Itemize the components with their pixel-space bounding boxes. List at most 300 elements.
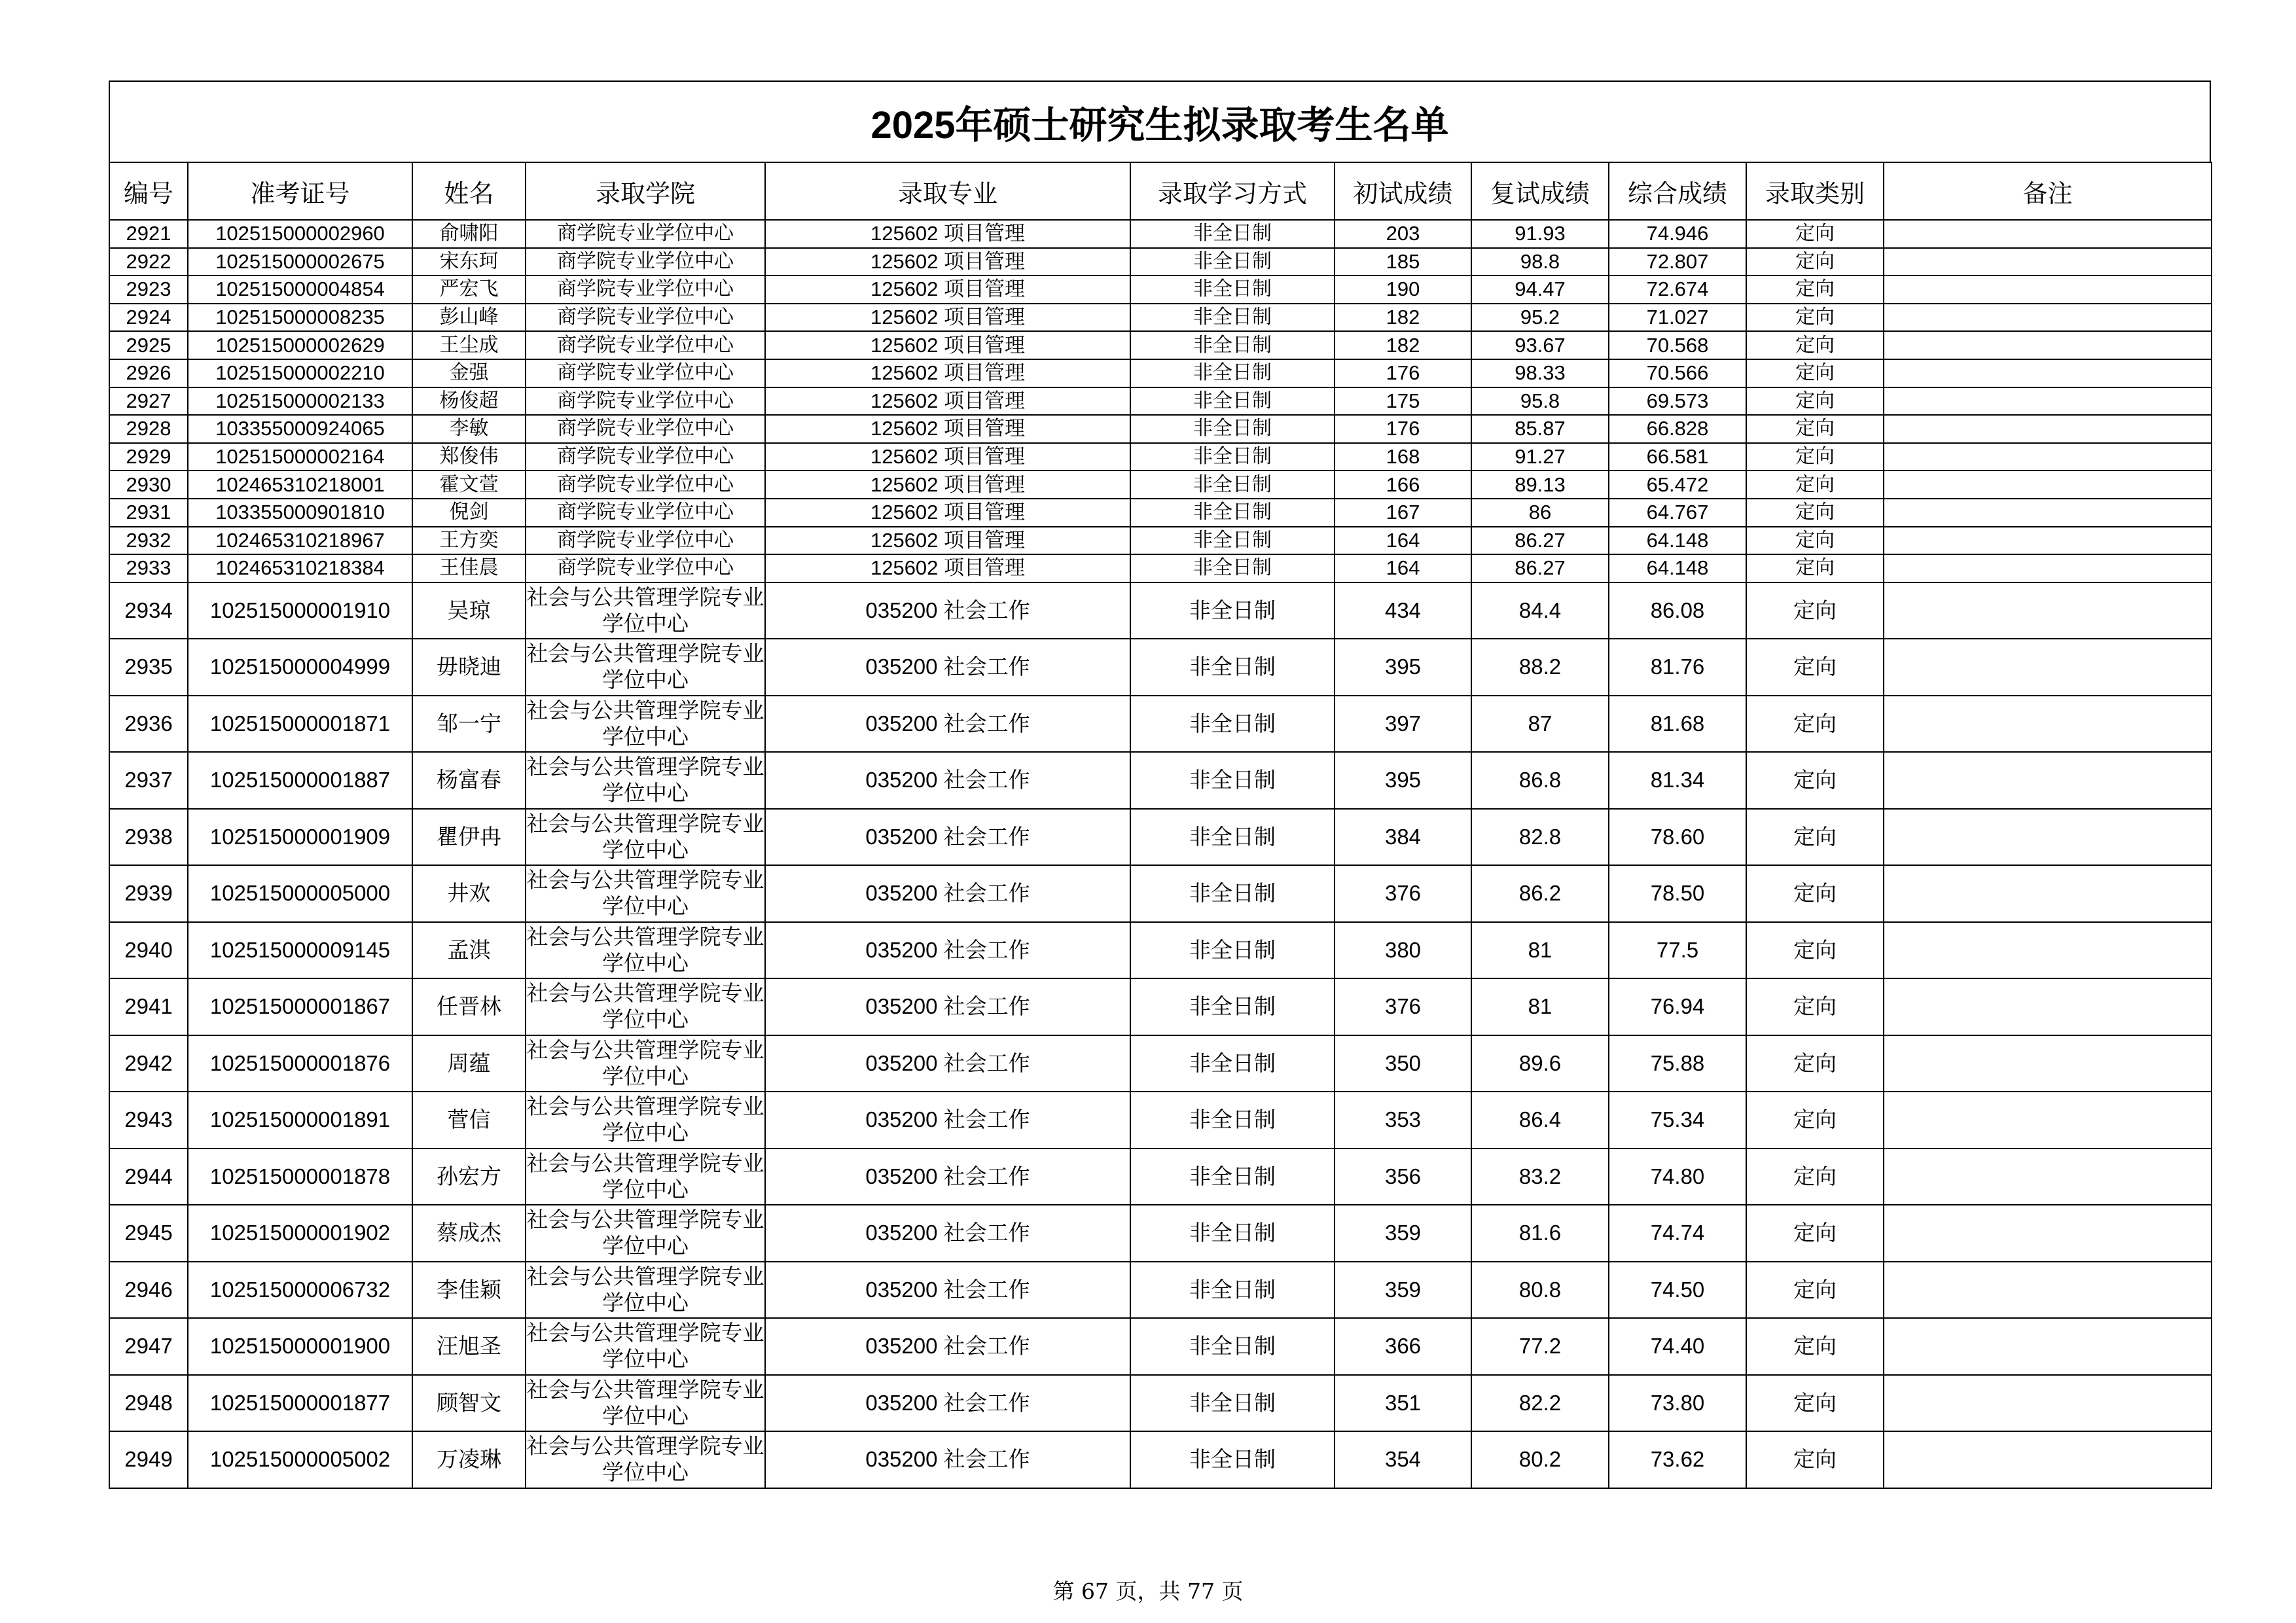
admission-table [109,162,2212,1489]
cell-name: 邹一宁 [412,696,526,753]
cell-category: 定向 [1746,752,1884,809]
cell-exam-no: 102515000002960 [188,220,412,248]
cell-study-mode: 非全日制 [1130,220,1335,248]
cell-retest-score: 86.8 [1471,752,1609,809]
header-exam-no: 准考证号 [188,162,412,220]
cell-total-score: 81.34 [1609,752,1746,809]
cell-name: 李敏 [412,415,526,443]
cell-initial-score: 376 [1335,865,1471,922]
cell-study-mode: 非全日制 [1130,527,1335,555]
cell-college: 社会与公共管理学院专业学位中心 [526,1035,765,1092]
table-row [109,582,2212,639]
cell-study-mode: 非全日制 [1130,387,1335,416]
cell-retest-score: 82.2 [1471,1375,1609,1432]
cell-initial-score: 166 [1335,471,1471,499]
table-row [109,248,2212,276]
cell-initial-score: 366 [1335,1318,1471,1375]
cell-total-score: 70.568 [1609,331,1746,359]
cell-college: 商学院专业学位中心 [526,527,765,555]
cell-exam-no: 102515000002675 [188,248,412,276]
cell-college: 社会与公共管理学院专业学位中心 [526,865,765,922]
cell-initial-score: 167 [1335,499,1471,527]
cell-retest-score: 87 [1471,696,1609,753]
cell-id: 2939 [109,865,188,922]
cell-category: 定向 [1746,1375,1884,1432]
cell-major: 035200 社会工作 [765,1092,1130,1149]
table-row [109,1318,2212,1375]
cell-college: 商学院专业学位中心 [526,471,765,499]
table-row [109,1149,2212,1205]
cell-retest-score: 89.6 [1471,1035,1609,1092]
cell-exam-no: 102515000009145 [188,922,412,979]
cell-study-mode: 非全日制 [1130,639,1335,696]
header-name: 姓名 [412,162,526,220]
cell-initial-score: 350 [1335,1035,1471,1092]
table-row [109,978,2212,1035]
cell-id: 2947 [109,1318,188,1375]
cell-initial-score: 182 [1335,331,1471,359]
cell-major: 125602 项目管理 [765,387,1130,416]
cell-retest-score: 98.33 [1471,359,1609,387]
cell-remark [1884,527,2212,555]
cell-initial-score: 351 [1335,1375,1471,1432]
cell-total-score: 74.80 [1609,1149,1746,1205]
cell-total-score: 75.88 [1609,1035,1746,1092]
cell-exam-no: 102465310218001 [188,471,412,499]
table-row [109,1092,2212,1149]
header-initial-score: 初试成绩 [1335,162,1471,220]
page-footer: 第 67 页，共 77 页 [1052,1578,1244,1604]
cell-college: 商学院专业学位中心 [526,220,765,248]
cell-id: 2933 [109,554,188,582]
cell-exam-no: 102515000001891 [188,1092,412,1149]
cell-total-score: 76.94 [1609,978,1746,1035]
cell-exam-no: 102515000002629 [188,331,412,359]
cell-category: 定向 [1746,1035,1884,1092]
cell-category: 定向 [1746,527,1884,555]
table-row [109,359,2212,387]
cell-category: 定向 [1746,922,1884,979]
cell-college: 社会与公共管理学院专业学位中心 [526,1375,765,1432]
cell-id: 2930 [109,471,188,499]
cell-total-score: 66.581 [1609,443,1746,471]
cell-id: 2935 [109,639,188,696]
cell-exam-no: 102515000001877 [188,1375,412,1432]
table-row [109,809,2212,866]
cell-major: 125602 项目管理 [765,415,1130,443]
cell-category: 定向 [1746,499,1884,527]
cell-category: 定向 [1746,582,1884,639]
cell-study-mode: 非全日制 [1130,499,1335,527]
cell-remark [1884,331,2212,359]
cell-initial-score: 176 [1335,359,1471,387]
cell-initial-score: 354 [1335,1431,1471,1488]
cell-name: 严宏飞 [412,276,526,304]
cell-name: 王方奕 [412,527,526,555]
cell-college: 社会与公共管理学院专业学位中心 [526,1431,765,1488]
table-row [109,387,2212,416]
cell-name: 孙宏方 [412,1149,526,1205]
cell-total-score: 86.08 [1609,582,1746,639]
cell-college: 商学院专业学位中心 [526,359,765,387]
cell-college: 社会与公共管理学院专业学位中心 [526,1205,765,1262]
cell-remark [1884,922,2212,979]
cell-total-score: 75.34 [1609,1092,1746,1149]
cell-college: 社会与公共管理学院专业学位中心 [526,752,765,809]
cell-total-score: 77.5 [1609,922,1746,979]
cell-study-mode: 非全日制 [1130,978,1335,1035]
cell-college: 商学院专业学位中心 [526,499,765,527]
cell-exam-no: 102465310218967 [188,527,412,555]
cell-major: 035200 社会工作 [765,1262,1130,1319]
cell-college: 社会与公共管理学院专业学位中心 [526,582,765,639]
cell-remark [1884,1318,2212,1375]
cell-category: 定向 [1746,1318,1884,1375]
cell-major: 125602 项目管理 [765,554,1130,582]
cell-retest-score: 81 [1471,922,1609,979]
table-row [109,922,2212,979]
cell-retest-score: 80.8 [1471,1262,1609,1319]
cell-initial-score: 395 [1335,752,1471,809]
cell-study-mode: 非全日制 [1130,809,1335,866]
cell-category: 定向 [1746,1205,1884,1262]
cell-study-mode: 非全日制 [1130,276,1335,304]
cell-major: 125602 项目管理 [765,527,1130,555]
cell-name: 杨俊超 [412,387,526,416]
cell-study-mode: 非全日制 [1130,331,1335,359]
cell-exam-no: 102515000001909 [188,809,412,866]
cell-total-score: 78.60 [1609,809,1746,866]
cell-category: 定向 [1746,387,1884,416]
header-remark: 备注 [1884,162,2212,220]
cell-study-mode: 非全日制 [1130,1205,1335,1262]
cell-category: 定向 [1746,304,1884,332]
cell-exam-no: 102515000001902 [188,1205,412,1262]
cell-id: 2934 [109,582,188,639]
cell-total-score: 81.76 [1609,639,1746,696]
table-row [109,276,2212,304]
cell-id: 2948 [109,1375,188,1432]
cell-initial-score: 185 [1335,248,1471,276]
cell-major: 035200 社会工作 [765,1318,1130,1375]
cell-name: 汪旭圣 [412,1318,526,1375]
cell-initial-score: 176 [1335,415,1471,443]
cell-major: 035200 社会工作 [765,582,1130,639]
cell-retest-score: 80.2 [1471,1431,1609,1488]
cell-initial-score: 356 [1335,1149,1471,1205]
cell-retest-score: 81 [1471,978,1609,1035]
cell-remark [1884,639,2212,696]
cell-exam-no: 102515000008235 [188,304,412,332]
cell-study-mode: 非全日制 [1130,696,1335,753]
cell-id: 2949 [109,1431,188,1488]
cell-category: 定向 [1746,1092,1884,1149]
cell-name: 郑俊伟 [412,443,526,471]
cell-study-mode: 非全日制 [1130,443,1335,471]
cell-retest-score: 91.27 [1471,443,1609,471]
cell-college: 商学院专业学位中心 [526,304,765,332]
cell-retest-score: 98.8 [1471,248,1609,276]
cell-name: 顾智文 [412,1375,526,1432]
cell-college: 商学院专业学位中心 [526,387,765,416]
cell-study-mode: 非全日制 [1130,922,1335,979]
cell-exam-no: 103355000901810 [188,499,412,527]
cell-remark [1884,304,2212,332]
cell-remark [1884,1375,2212,1432]
table-row [109,696,2212,753]
cell-remark [1884,276,2212,304]
cell-id: 2927 [109,387,188,416]
cell-total-score: 72.807 [1609,248,1746,276]
cell-name: 井欢 [412,865,526,922]
cell-initial-score: 203 [1335,220,1471,248]
cell-name: 霍文萱 [412,471,526,499]
cell-total-score: 81.68 [1609,696,1746,753]
cell-category: 定向 [1746,696,1884,753]
header-category: 录取类别 [1746,162,1884,220]
cell-major: 125602 项目管理 [765,276,1130,304]
cell-college: 商学院专业学位中心 [526,331,765,359]
cell-remark [1884,1262,2212,1319]
cell-total-score: 64.148 [1609,527,1746,555]
cell-remark [1884,359,2212,387]
cell-retest-score: 86.27 [1471,554,1609,582]
cell-retest-score: 85.87 [1471,415,1609,443]
cell-total-score: 71.027 [1609,304,1746,332]
cell-id: 2931 [109,499,188,527]
cell-college: 商学院专业学位中心 [526,415,765,443]
cell-study-mode: 非全日制 [1130,752,1335,809]
cell-major: 125602 项目管理 [765,499,1130,527]
cell-college: 社会与公共管理学院专业学位中心 [526,809,765,866]
cell-initial-score: 168 [1335,443,1471,471]
cell-remark [1884,809,2212,866]
cell-study-mode: 非全日制 [1130,304,1335,332]
cell-id: 2926 [109,359,188,387]
cell-name: 彭山峰 [412,304,526,332]
cell-total-score: 74.50 [1609,1262,1746,1319]
table-row [109,471,2212,499]
cell-total-score: 74.946 [1609,220,1746,248]
table-row [109,865,2212,922]
cell-category: 定向 [1746,359,1884,387]
cell-study-mode: 非全日制 [1130,865,1335,922]
table-row [109,415,2212,443]
cell-name: 毋晓迪 [412,639,526,696]
cell-retest-score: 83.2 [1471,1149,1609,1205]
table-row [109,554,2212,582]
cell-id: 2936 [109,696,188,753]
cell-retest-score: 94.47 [1471,276,1609,304]
cell-retest-score: 81.6 [1471,1205,1609,1262]
cell-retest-score: 95.8 [1471,387,1609,416]
cell-college: 社会与公共管理学院专业学位中心 [526,978,765,1035]
cell-category: 定向 [1746,276,1884,304]
cell-name: 任晋林 [412,978,526,1035]
admission-list-sheet [109,80,2211,1489]
cell-study-mode: 非全日制 [1130,415,1335,443]
cell-retest-score: 86 [1471,499,1609,527]
cell-exam-no: 102515000006732 [188,1262,412,1319]
cell-study-mode: 非全日制 [1130,359,1335,387]
cell-name: 俞啸阳 [412,220,526,248]
cell-id: 2921 [109,220,188,248]
cell-major: 035200 社会工作 [765,1035,1130,1092]
cell-retest-score: 91.93 [1471,220,1609,248]
cell-name: 周蕴 [412,1035,526,1092]
cell-study-mode: 非全日制 [1130,1375,1335,1432]
cell-exam-no: 102515000005002 [188,1431,412,1488]
cell-id: 2946 [109,1262,188,1319]
cell-name: 王佳晨 [412,554,526,582]
cell-category: 定向 [1746,443,1884,471]
cell-total-score: 64.148 [1609,554,1746,582]
cell-initial-score: 376 [1335,978,1471,1035]
cell-id: 2925 [109,331,188,359]
cell-name: 菅信 [412,1092,526,1149]
cell-exam-no: 102515000002210 [188,359,412,387]
cell-total-score: 66.828 [1609,415,1746,443]
cell-remark [1884,220,2212,248]
cell-total-score: 72.674 [1609,276,1746,304]
table-row [109,1262,2212,1319]
cell-category: 定向 [1746,554,1884,582]
header-total-score: 综合成绩 [1609,162,1746,220]
cell-major: 035200 社会工作 [765,1375,1130,1432]
cell-study-mode: 非全日制 [1130,1035,1335,1092]
cell-id: 2943 [109,1092,188,1149]
cell-initial-score: 164 [1335,554,1471,582]
cell-category: 定向 [1746,220,1884,248]
cell-id: 2923 [109,276,188,304]
cell-major: 035200 社会工作 [765,696,1130,753]
page-title: 2025年硕士研究生拟录取考生名单 [109,80,2211,162]
cell-college: 商学院专业学位中心 [526,554,765,582]
cell-major: 035200 社会工作 [765,639,1130,696]
table-row [109,220,2212,248]
cell-remark [1884,582,2212,639]
cell-remark [1884,978,2212,1035]
cell-retest-score: 86.27 [1471,527,1609,555]
cell-college: 社会与公共管理学院专业学位中心 [526,1092,765,1149]
cell-id: 2938 [109,809,188,866]
cell-total-score: 74.74 [1609,1205,1746,1262]
header-study-mode: 录取学习方式 [1130,162,1335,220]
table-row [109,331,2212,359]
cell-initial-score: 175 [1335,387,1471,416]
cell-total-score: 69.573 [1609,387,1746,416]
cell-study-mode: 非全日制 [1130,582,1335,639]
cell-retest-score: 86.2 [1471,865,1609,922]
cell-remark [1884,1149,2212,1205]
cell-major: 125602 项目管理 [765,359,1130,387]
cell-total-score: 73.80 [1609,1375,1746,1432]
table-row [109,1205,2212,1262]
cell-initial-score: 434 [1335,582,1471,639]
table-row [109,1431,2212,1488]
cell-id: 2944 [109,1149,188,1205]
cell-name: 杨富春 [412,752,526,809]
cell-retest-score: 93.67 [1471,331,1609,359]
cell-total-score: 65.472 [1609,471,1746,499]
table-row [109,752,2212,809]
cell-remark [1884,387,2212,416]
cell-remark [1884,752,2212,809]
cell-major: 035200 社会工作 [765,865,1130,922]
cell-category: 定向 [1746,978,1884,1035]
cell-study-mode: 非全日制 [1130,1431,1335,1488]
cell-college: 社会与公共管理学院专业学位中心 [526,922,765,979]
cell-id: 2945 [109,1205,188,1262]
table-header-row [109,162,2212,220]
cell-total-score: 73.62 [1609,1431,1746,1488]
cell-total-score: 70.566 [1609,359,1746,387]
table-row [109,443,2212,471]
cell-study-mode: 非全日制 [1130,1092,1335,1149]
cell-name: 王尘成 [412,331,526,359]
cell-exam-no: 102465310218384 [188,554,412,582]
cell-remark [1884,443,2212,471]
cell-study-mode: 非全日制 [1130,248,1335,276]
cell-exam-no: 102515000002133 [188,387,412,416]
cell-id: 2932 [109,527,188,555]
cell-college: 社会与公共管理学院专业学位中心 [526,696,765,753]
cell-id: 2922 [109,248,188,276]
cell-major: 035200 社会工作 [765,1205,1130,1262]
cell-name: 孟淇 [412,922,526,979]
cell-college: 商学院专业学位中心 [526,443,765,471]
cell-study-mode: 非全日制 [1130,471,1335,499]
cell-total-score: 64.767 [1609,499,1746,527]
cell-initial-score: 190 [1335,276,1471,304]
cell-major: 125602 项目管理 [765,443,1130,471]
cell-initial-score: 384 [1335,809,1471,866]
cell-major: 035200 社会工作 [765,1149,1130,1205]
cell-major: 035200 社会工作 [765,752,1130,809]
cell-category: 定向 [1746,248,1884,276]
cell-college: 商学院专业学位中心 [526,248,765,276]
cell-category: 定向 [1746,1431,1884,1488]
cell-exam-no: 102515000004999 [188,639,412,696]
cell-name: 李佳颖 [412,1262,526,1319]
cell-remark [1884,1431,2212,1488]
cell-retest-score: 86.4 [1471,1092,1609,1149]
cell-major: 125602 项目管理 [765,220,1130,248]
cell-name: 金强 [412,359,526,387]
cell-major: 035200 社会工作 [765,922,1130,979]
cell-total-score: 74.40 [1609,1318,1746,1375]
cell-name: 吴琼 [412,582,526,639]
cell-category: 定向 [1746,809,1884,866]
cell-study-mode: 非全日制 [1130,1149,1335,1205]
cell-major: 035200 社会工作 [765,1431,1130,1488]
header-id: 编号 [109,162,188,220]
cell-study-mode: 非全日制 [1130,1318,1335,1375]
cell-remark [1884,1205,2212,1262]
cell-id: 2924 [109,304,188,332]
cell-id: 2937 [109,752,188,809]
cell-initial-score: 359 [1335,1205,1471,1262]
table-row [109,499,2212,527]
cell-category: 定向 [1746,639,1884,696]
cell-retest-score: 84.4 [1471,582,1609,639]
cell-exam-no: 102515000001910 [188,582,412,639]
cell-total-score: 78.50 [1609,865,1746,922]
cell-name: 万凌琳 [412,1431,526,1488]
cell-remark [1884,554,2212,582]
cell-remark [1884,696,2212,753]
cell-category: 定向 [1746,415,1884,443]
